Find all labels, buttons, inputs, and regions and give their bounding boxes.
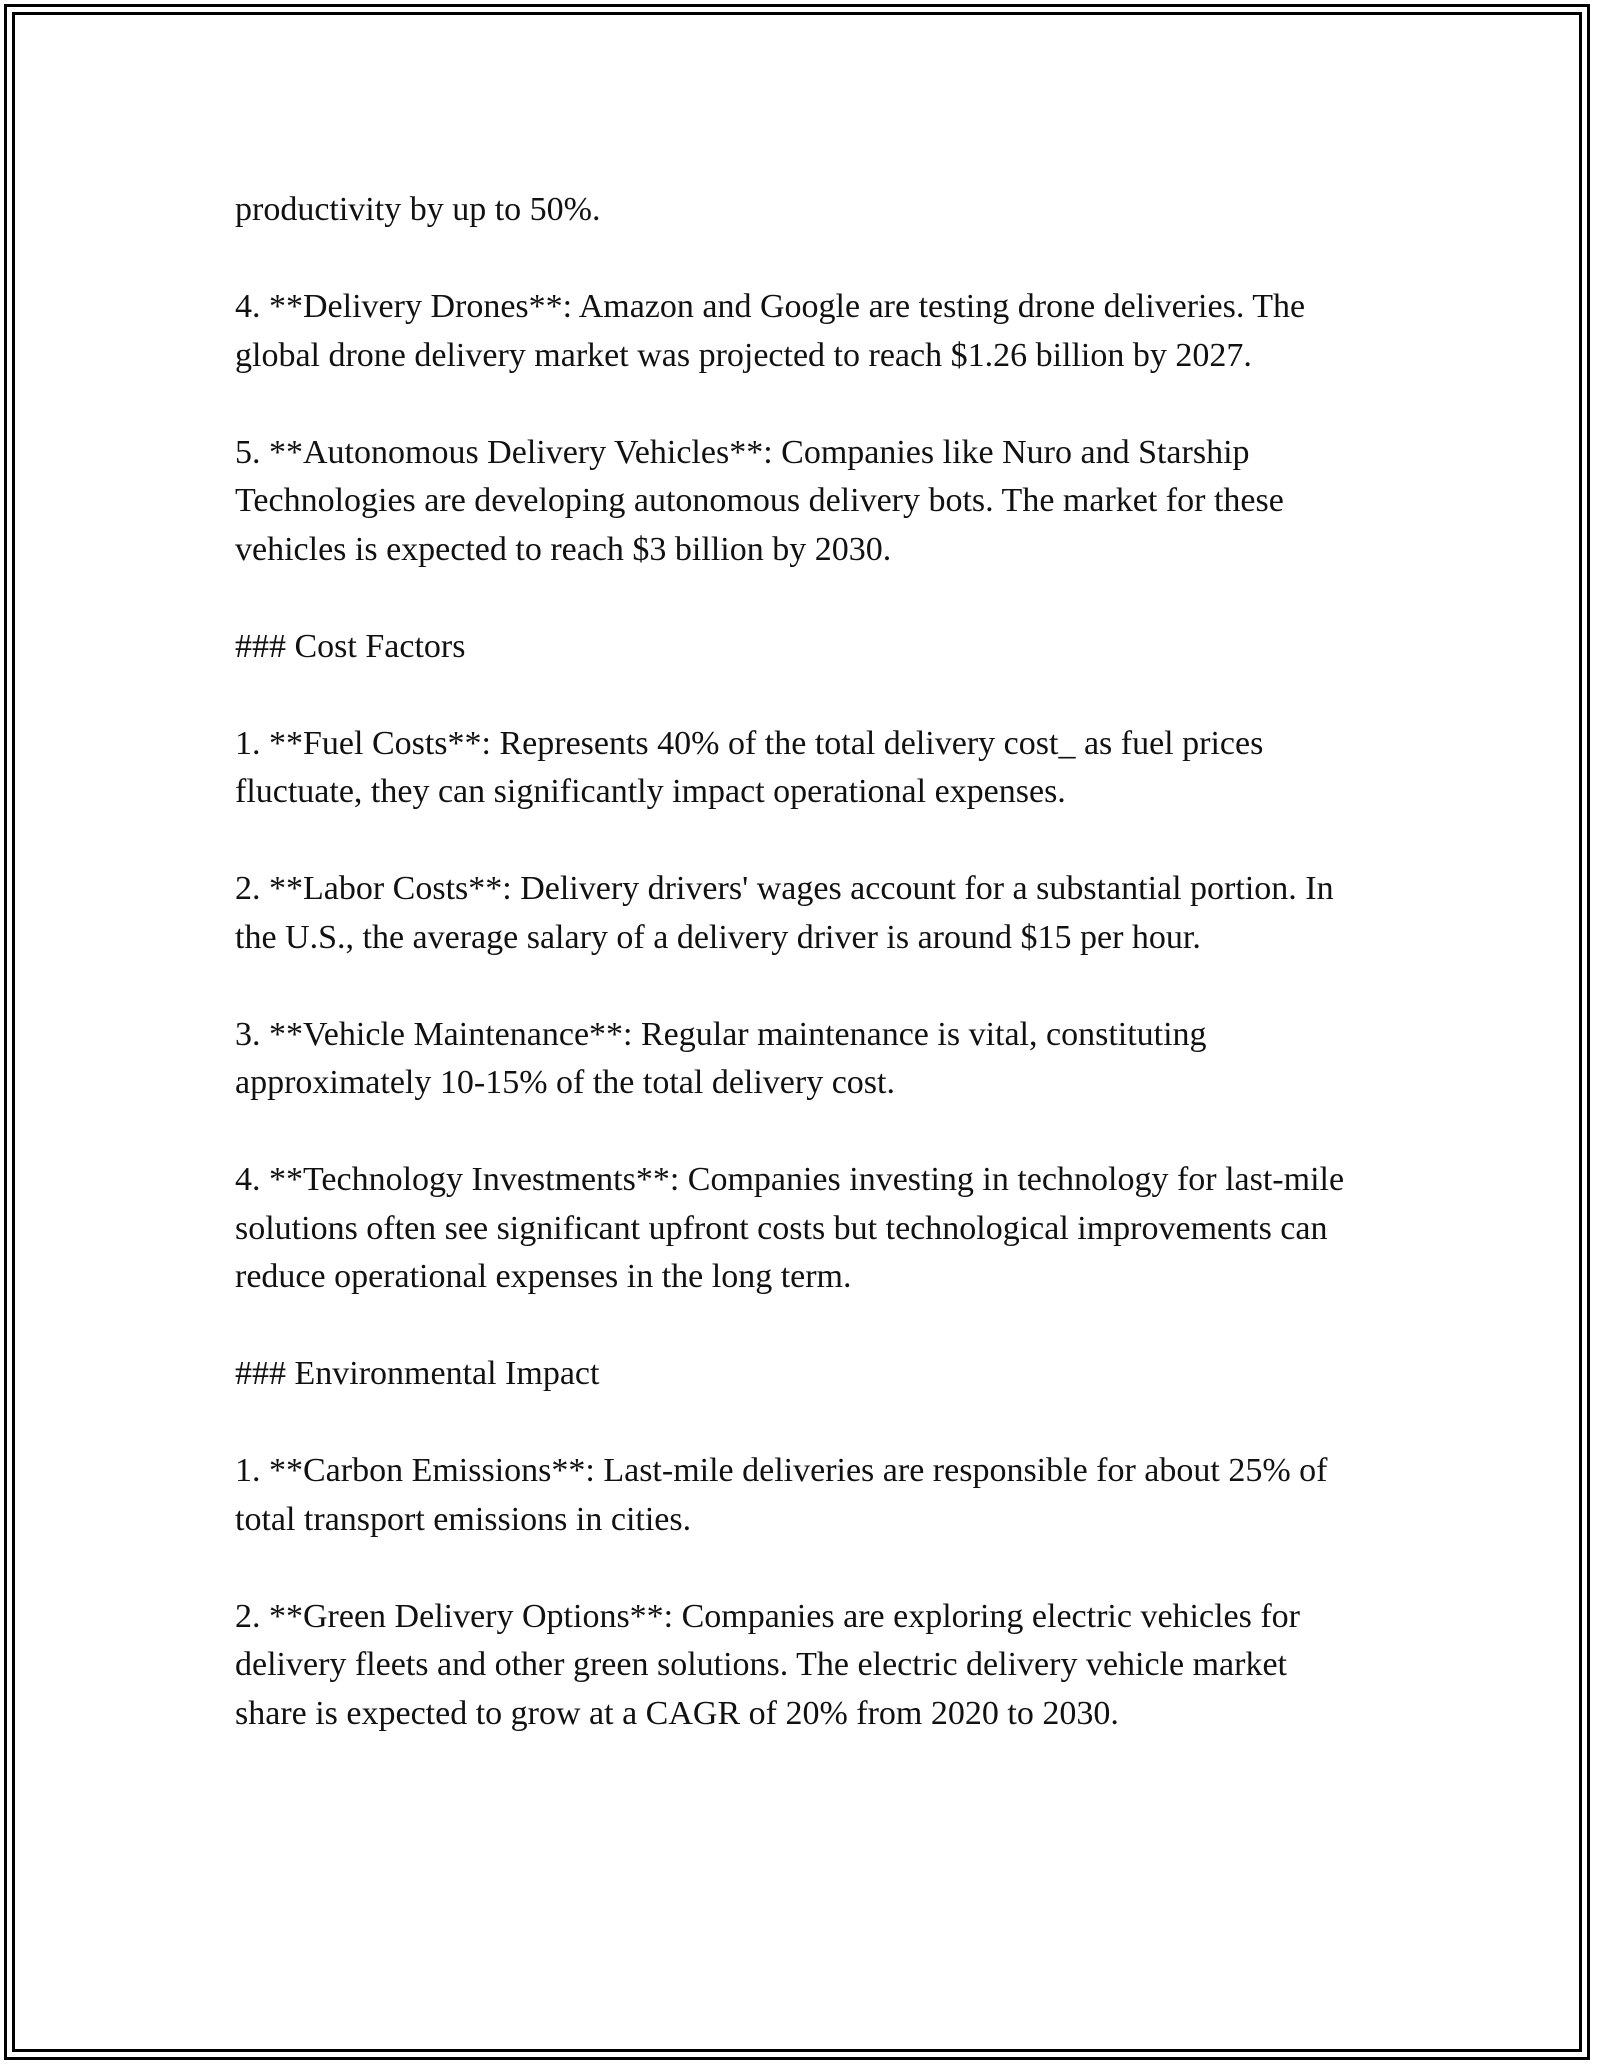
heading-environmental-impact: ### Environmental Impact (235, 1355, 600, 1392)
paragraph-vehicle-maintenance: 3. **Vehicle Maintenance**: Regular maintenance is vital, constituting approximately 10-15% of the total delivery cost. (235, 1015, 1207, 1101)
paragraph-green-delivery-options: 2. **Green Delivery Options**: Companies are exploring electric vehicles for delivery fleets and other green solutions. The electric delivery vehicle market share is expected to grow at a CAGR of 20% from 2020 to 2030. (235, 1597, 1300, 1732)
document-body (235, 186, 1365, 1738)
heading-cost-factors: ### Cost Factors (235, 627, 466, 665)
paragraph-labor-costs: 2. **Labor Costs**: Delivery drivers' wages account for a substantial portion. In the U.S., the average salary of a delivery driver is around $15 per hour. (235, 870, 1334, 956)
paragraph-autonomous-vehicles: 5. **Autonomous Delivery Vehicles**: Companies like Nuro and Starship Technologies are developing autonomous delivery bots. The market for these vehicles is expected to reach $3 billion by 2030. (235, 433, 1284, 568)
paragraph-technology-investments: 4. **Technology Investments**: Companies investing in technology for last-mile solutions often see significant upfront costs but technological improvements can reduce operational expenses in the long term. (235, 1161, 1345, 1295)
paragraph-carbon-emissions: 1. **Carbon Emissions**: Last-mile deliveries are responsible for about 25% of total transport emissions in cities. (235, 1452, 1328, 1538)
paragraph-productivity-continuation: productivity by up to 50%. (235, 191, 601, 228)
paragraph-fuel-costs: 1. **Fuel Costs**: Represents 40% of the total delivery cost_ as fuel prices fluctuate, they can significantly impact operational expenses. (235, 724, 1264, 810)
paragraph-delivery-drones: 4. **Delivery Drones**: Amazon and Google are testing drone deliveries. The global drone delivery market was projected to reach $1.26 billion by 2027. (235, 288, 1306, 374)
